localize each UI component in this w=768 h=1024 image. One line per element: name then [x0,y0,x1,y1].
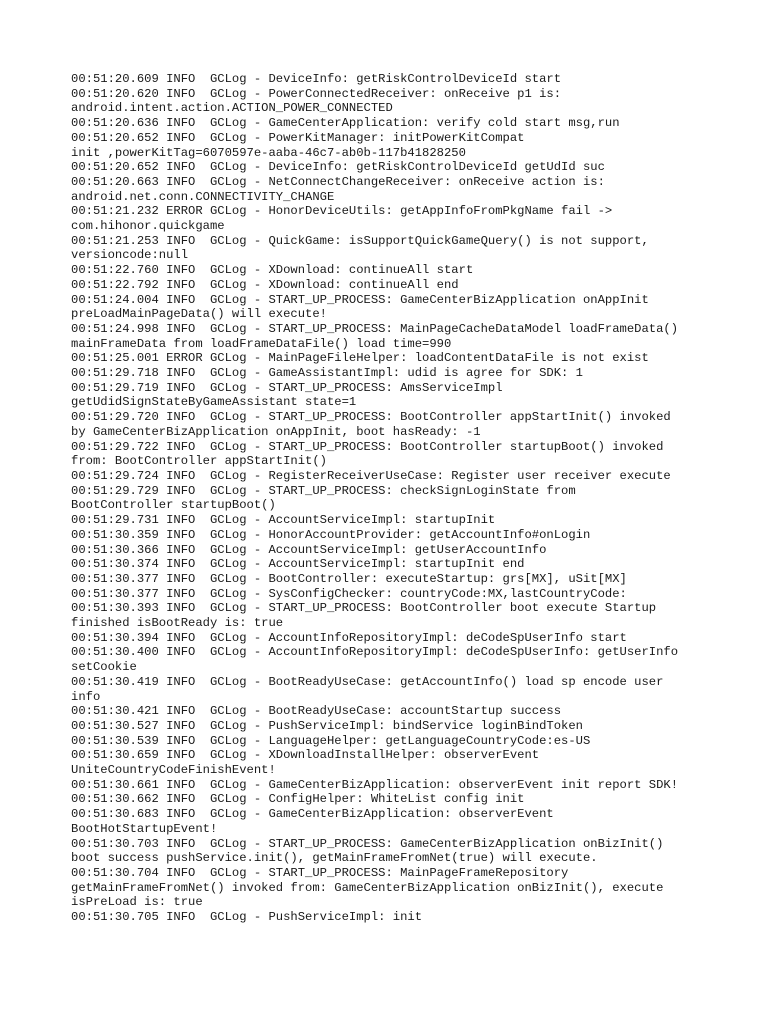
log-line: 00:51:29.724 INFO GCLog - RegisterReceiverUseCase: Register user receiver execute [71,468,671,483]
log-line: 00:51:30.662 INFO GCLog - ConfigHelper: WhiteList config init [71,792,525,807]
log-text [71,72,731,925]
log-line: boot success pushService.init(), getMainFrameFromNet(true) will execute. [71,851,598,866]
log-line: 00:51:21.232 ERROR GCLog - HonorDeviceUtils: getAppInfoFromPkgName fail -> [71,204,613,219]
log-line: preLoadMainPageData() will execute! [71,307,327,322]
log-line: 00:51:30.704 INFO GCLog - START_UP_PROCESS: MainPageFrameRepository [71,865,569,880]
log-line: getUdidSignStateByGameAssistant state=1 [71,395,357,410]
log-line: 00:51:29.722 INFO GCLog - START_UP_PROCESS: BootController startupBoot() invoked [71,439,664,454]
log-line: 00:51:20.636 INFO GCLog - GameCenterApplication: verify cold start msg,run [71,116,620,131]
log-line: isPreLoad is: true [71,895,203,910]
log-line: UniteCountryCodeFinishEvent! [71,763,276,778]
log-line: 00:51:30.377 INFO GCLog - SysConfigChecker: countryCode:MX,lastCountryCode: [71,586,627,601]
log-line: 00:51:29.718 INFO GCLog - GameAssistantImpl: udid is agree for SDK: 1 [71,366,583,381]
log-line: from: BootController appStartInit() [71,454,327,469]
log-line: 00:51:25.001 ERROR GCLog - MainPageFileHelper: loadContentDataFile is not exist [71,351,649,366]
log-line: 00:51:30.366 INFO GCLog - AccountServiceImpl: getUserAccountInfo [71,542,547,557]
log-line: 00:51:24.004 INFO GCLog - START_UP_PROCESS: GameCenterBizApplication onAppInit [71,292,649,307]
log-line: 00:51:20.652 INFO GCLog - DeviceInfo: getRiskControlDeviceId getUdId suc [71,160,605,175]
log-line: android.net.conn.CONNECTIVITY_CHANGE [71,189,335,204]
log-line: 00:51:30.661 INFO GCLog - GameCenterBizApplication: observerEvent init report SDK! [71,777,679,792]
log-line: 00:51:30.400 INFO GCLog - AccountInfoRepositoryImpl: deCodeSpUserInfo: getUserInfo [71,645,679,660]
log-line: 00:51:30.419 INFO GCLog - BootReadyUseCase: getAccountInfo() load sp encode user [71,674,664,689]
log-line: 00:51:30.539 INFO GCLog - LanguageHelper: getLanguageCountryCode:es-US [71,733,591,748]
log-line: 00:51:22.792 INFO GCLog - XDownload: continueAll end [71,277,459,292]
log-line: setCookie [71,660,137,675]
log-line: 00:51:29.731 INFO GCLog - AccountServiceImpl: startupInit [71,513,496,528]
log-line: 00:51:20.609 INFO GCLog - DeviceInfo: getRiskControlDeviceId start [71,72,562,86]
log-line: finished isBootReady is: true [71,616,284,631]
log-document [71,72,731,925]
log-line: 00:51:20.663 INFO GCLog - NetConnectChangeReceiver: onReceive action is: [71,174,605,189]
log-line: 00:51:30.527 INFO GCLog - PushServiceImpl: bindService loginBindToken [71,718,583,733]
log-line: 00:51:20.620 INFO GCLog - PowerConnectedReceiver: onReceive p1 is: [71,86,562,101]
log-line: by GameCenterBizApplication onAppInit, boot hasReady: -1 [71,424,481,439]
log-line: BootHotStartupEvent! [71,821,218,836]
log-line: 00:51:30.393 INFO GCLog - START_UP_PROCESS: BootController boot execute Startup [71,601,657,616]
log-line: android.intent.action.ACTION_POWER_CONNECTED [71,101,393,116]
log-line: 00:51:22.760 INFO GCLog - XDownload: continueAll start [71,263,474,278]
log-line: 00:51:29.719 INFO GCLog - START_UP_PROCESS: AmsServiceImpl [71,380,503,395]
log-line: BootController startupBoot() [71,498,276,513]
log-line: 00:51:29.729 INFO GCLog - START_UP_PROCESS: checkSignLoginState from [71,483,576,498]
log-line: getMainFrameFromNet() invoked from: GameCenterBizApplication onBizInit(), execute [71,880,664,895]
log-line: 00:51:30.374 INFO GCLog - AccountServiceImpl: startupInit end [71,557,525,572]
log-line: 00:51:20.652 INFO GCLog - PowerKitManager: initPowerKitCompat [71,130,525,145]
log-line: 00:51:24.998 INFO GCLog - START_UP_PROCESS: MainPageCacheDataModel loadFrameData() [71,321,679,336]
log-line: 00:51:30.683 INFO GCLog - GameCenterBizApplication: observerEvent [71,807,554,822]
log-line: 00:51:30.421 INFO GCLog - BootReadyUseCase: accountStartup success [71,704,562,719]
log-line: info [71,689,101,704]
log-line: 00:51:30.659 INFO GCLog - XDownloadInstallHelper: observerEvent [71,748,540,763]
log-line: 00:51:30.377 INFO GCLog - BootController: executeStartup: grs[MX], uSit[MX] [71,571,627,586]
log-line: 00:51:30.394 INFO GCLog - AccountInfoRepositoryImpl: deCodeSpUserInfo start [71,630,627,645]
log-line: 00:51:30.705 INFO GCLog - PushServiceImpl: init [71,910,423,925]
log-line: 00:51:30.703 INFO GCLog - START_UP_PROCESS: GameCenterBizApplication onBizInit() [71,836,664,851]
log-line: init ,powerKitTag=6070597e-aaba-46c7-ab0b-117b41828250 [71,145,466,160]
log-line: versioncode:null [71,248,189,263]
log-line: com.hihonor.quickgame [71,219,225,234]
log-line: 00:51:21.253 INFO GCLog - QuickGame: isSupportQuickGameQuery() is not support, [71,233,649,248]
log-line: 00:51:30.359 INFO GCLog - HonorAccountProvider: getAccountInfo#onLogin [71,527,591,542]
log-line: 00:51:29.720 INFO GCLog - START_UP_PROCESS: BootController appStartInit() invoked [71,410,671,425]
log-line: mainFrameData from loadFrameDataFile() load time=990 [71,336,452,351]
